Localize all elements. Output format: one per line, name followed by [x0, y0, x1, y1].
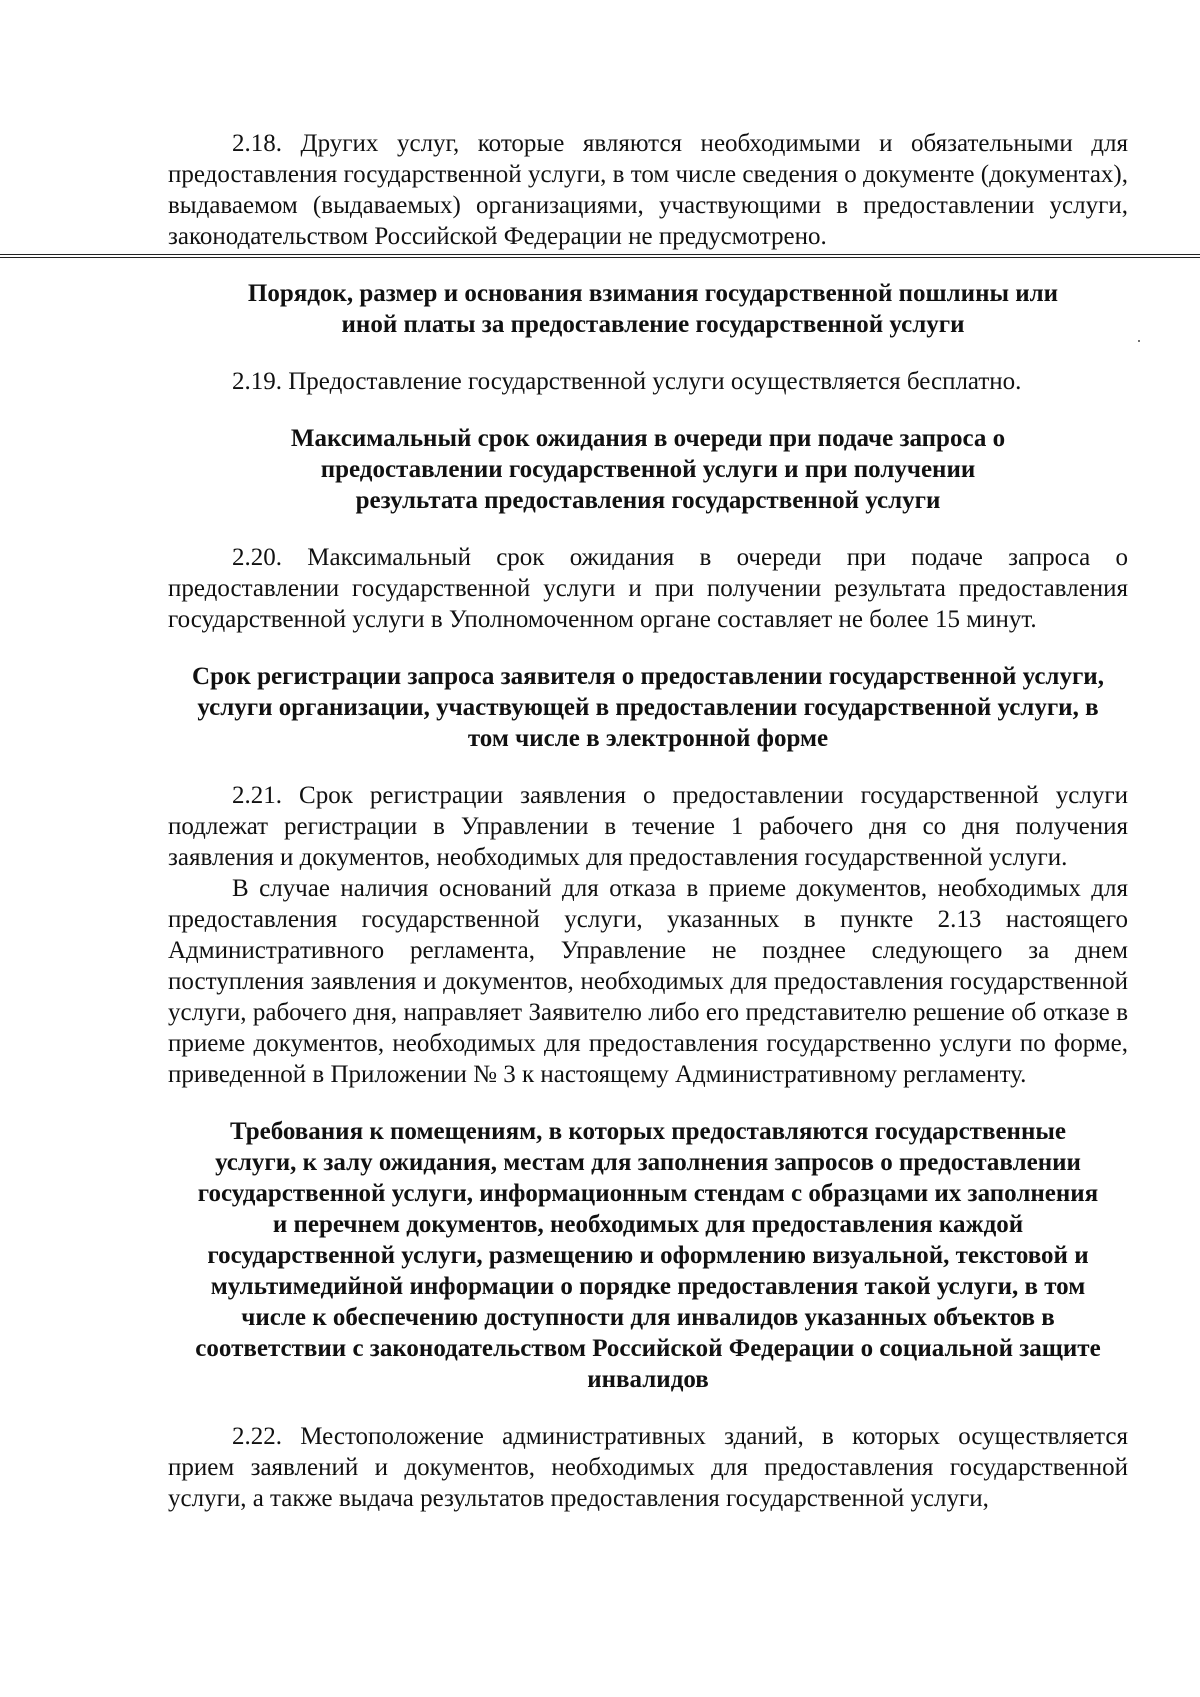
paragraph-2-21b: В случае наличия оснований для отказа в приеме документов, необходимых для предоставления государственной услуги, указанных в пункте 2.13 настоящего Административного регламента, Управление не позднее следующего за днем поступления заявления и документов, необходимых для предоставления государственной услуги, рабочего дня, направляет Заявителю либо его представителю решение об отказе в приеме документов, необходимых для предоставления государственно услуги по форме, приведенной в Приложении № 3 к настоящему Административному регламенту. — [168, 875, 1128, 1088]
heading-fee: Порядок, размер и основания взимания государственной пошлины или иной платы за предоставление государственной услуги — [247, 280, 1059, 338]
heading-registration: Срок регистрации запроса заявителя о предоставлении государственной услуги, услуги организации, участвующей в предоставлении государственной услуги, в том числе в электронной форме — [192, 663, 1104, 752]
paragraph-2-22: 2.22. Местоположение административных зданий, в которых осуществляется прием заявлений и документов, необходимых для предоставления государственной услуги, а также выдача результатов предоставления государственной услуги, — [168, 1423, 1128, 1512]
heading-waiting-time: Максимальный срок ожидания в очереди при подаче запроса о предоставлении государственной услуги и при получении результата предоставления государственной услуги — [290, 425, 1006, 514]
paragraph-2-21a: 2.21. Срок регистрации заявления о предоставлении государственной услуги подлежат регистрации в Управлении в течение 1 рабочего дня со дня получения заявления и документов, необходимых для предоставления государственной услуги. — [168, 782, 1128, 871]
scan-speck — [1138, 340, 1140, 342]
heading-requirements: Требования к помещениям, в которых предоставляются государственные услуги, к залу ожидания, местам для заполнения запросов о предоставлении государственной услуги, информационным стендам с образцами их заполнения и перечнем документов, необходимых для предоставления каждой государственной услуги, размещению и оформлению визуальной, текстовой и мультимедийной информации о порядке предоставления такой услуги, в том числе к обеспечению доступности для инвалидов указанных объектов в соответствии с законодательством Российской Федерации о социальной защите инвалидов — [195, 1118, 1101, 1393]
paragraph-2-19: 2.19. Предоставление государственной услуги осуществляется бесплатно. — [232, 368, 1022, 395]
document-page — [168, 128, 1128, 1514]
paragraph-2-18: 2.18. Других услуг, которые являются необходимыми и обязательными для предоставления государственной услуги, в том числе сведения о документе (документах), выдаваемом (выдаваемых) организациями, участвующими в предоставлении услуги, законодательством Российской Федерации не предусмотрено. — [168, 130, 1128, 250]
paragraph-2-20: 2.20. Максимальный срок ожидания в очереди при подаче запроса о предоставлении государственной услуги и при получении результата предоставления государственной услуги в Уполномоченном органе составляет не более 15 минут. — [168, 544, 1128, 633]
